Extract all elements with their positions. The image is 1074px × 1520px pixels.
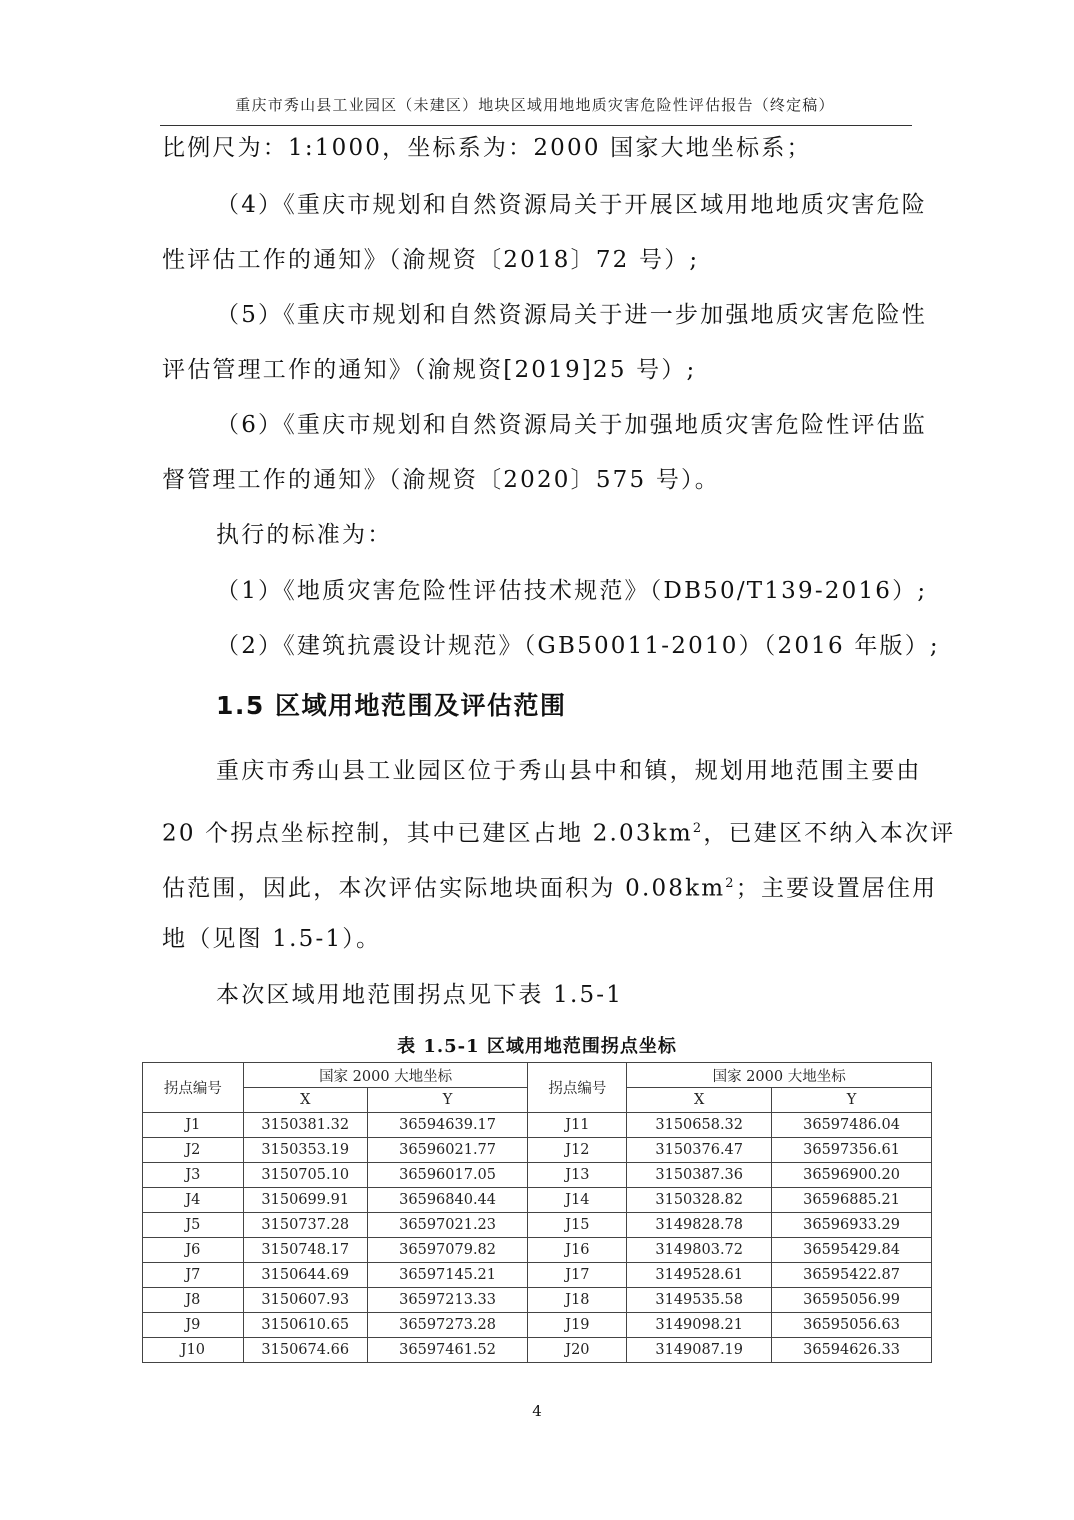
table-cell: 3150387.36 (627, 1163, 772, 1188)
table-cell: 36596933.29 (772, 1213, 932, 1238)
header-y: Y (772, 1088, 932, 1113)
table-cell: J4 (143, 1188, 244, 1213)
table-cell: 3150658.32 (627, 1113, 772, 1138)
coordinate-table (142, 1062, 932, 1363)
table-cell: 36596017.05 (367, 1163, 528, 1188)
table-cell: 3150607.93 (243, 1288, 367, 1313)
table-cell: J12 (528, 1138, 627, 1163)
table-cell: J15 (528, 1213, 627, 1238)
paragraph-standard-2: （2）《建筑抗震设计规范》（GB50011-2010）（2016 年版）; (216, 633, 940, 659)
table-cell: 36594626.33 (772, 1338, 932, 1363)
table-cell: 3150353.19 (243, 1138, 367, 1163)
table-cell: 36597145.21 (367, 1263, 528, 1288)
superscript-2: 2 (725, 876, 736, 891)
table-cell: 36595056.99 (772, 1288, 932, 1313)
table-caption: 表 1.5-1 区域用地范围拐点坐标 (397, 1036, 677, 1057)
table-row (143, 1238, 932, 1263)
table-cell: J1 (143, 1113, 244, 1138)
body-line-3 (162, 856, 938, 917)
table-cell: 36595429.84 (772, 1238, 932, 1263)
body-line-1: 重庆市秀山县工业园区位于秀山县中和镇，规划用地范围主要由 (216, 758, 922, 784)
body-line-2-a: 20 个拐点坐标控制，其中已建区占地 2.03km (162, 820, 693, 847)
table-cell: J7 (143, 1263, 244, 1288)
header-x: X (243, 1088, 367, 1113)
table-row (143, 1188, 932, 1213)
table-cell: J14 (528, 1188, 627, 1213)
paragraph-standards-intro: 执行的标准为： (216, 522, 393, 548)
table-cell: J10 (143, 1338, 244, 1363)
table-cell: J8 (143, 1288, 244, 1313)
table-cell: 36597213.33 (367, 1288, 528, 1313)
table-cell: 36595056.63 (772, 1313, 932, 1338)
table-cell: 3150328.82 (627, 1188, 772, 1213)
paragraph-scale: 比例尺为：1:1000，坐标系为：2000 国家大地坐标系； (162, 135, 812, 161)
paragraph-item-5-cont: 评估管理工作的通知》（渝规资[2019]25 号）; (162, 357, 697, 383)
superscript-2: 2 (692, 821, 704, 836)
paragraph-item-4: （4）《重庆市规划和自然资源局关于开展区域用地地质灾害危险 (216, 192, 927, 218)
table-cell: 3150674.66 (243, 1338, 367, 1363)
table-cell: J17 (528, 1263, 627, 1288)
body-line-3-a: 估范围，因此，本次评估实际地块面积为 0.08km (162, 875, 726, 902)
paragraph-standard-1: （1）《地质灾害危险性评估技术规范》（DB50/T139-2016）; (216, 578, 928, 604)
table-cell: J20 (528, 1338, 627, 1363)
table-cell: 3150376.47 (627, 1138, 772, 1163)
table-cell: 3149098.21 (627, 1313, 772, 1338)
body-line-2 (162, 801, 956, 862)
table-cell: 36596900.20 (772, 1163, 932, 1188)
table-cell: 36597356.61 (772, 1138, 932, 1163)
paragraph-item-6: （6）《重庆市规划和自然资源局关于加强地质灾害危险性评估监 (216, 412, 927, 438)
header-point-no: 拐点编号 (528, 1063, 627, 1113)
table-row (143, 1163, 932, 1188)
table-row (143, 1288, 932, 1313)
header-point-no: 拐点编号 (143, 1063, 244, 1113)
table-cell: 3150748.17 (243, 1238, 367, 1263)
header-coordinate-group: 国家 2000 大地坐标 (243, 1063, 528, 1088)
table-cell: 36596021.77 (367, 1138, 528, 1163)
table-cell: 36596840.44 (367, 1188, 528, 1213)
table-cell: 3150737.28 (243, 1213, 367, 1238)
paragraph-item-5: （5）《重庆市规划和自然资源局关于进一步加强地质灾害危险性 (216, 302, 927, 328)
table-cell: J11 (528, 1113, 627, 1138)
table-cell: 3150381.32 (243, 1113, 367, 1138)
table-cell: 3149535.58 (627, 1288, 772, 1313)
table-cell: 3149528.61 (627, 1263, 772, 1288)
table-row (143, 1313, 932, 1338)
table-cell: 3150705.10 (243, 1163, 367, 1188)
table-row (143, 1338, 932, 1363)
table-cell: 3150699.91 (243, 1188, 367, 1213)
table-cell: J16 (528, 1238, 627, 1263)
paragraph-item-4-cont: 性评估工作的通知》（渝规资〔2018〕72 号）; (162, 247, 700, 273)
table-cell: 3150610.65 (243, 1313, 367, 1338)
table-cell: 36597079.82 (367, 1238, 528, 1263)
table-cell: 36597273.28 (367, 1313, 528, 1338)
table-cell: J2 (143, 1138, 244, 1163)
section-heading: 1.5 区域用地范围及评估范围 (216, 691, 567, 720)
table-cell: 3149087.19 (627, 1338, 772, 1363)
table-row (143, 1263, 932, 1288)
table-cell: 36597486.04 (772, 1113, 932, 1138)
table-cell: 3149828.78 (627, 1213, 772, 1238)
table-cell: J19 (528, 1313, 627, 1338)
paragraph-item-6-cont: 督管理工作的通知》（渝规资〔2020〕575 号）。 (162, 467, 720, 493)
table-cell: 36595422.87 (772, 1263, 932, 1288)
table-cell: J5 (143, 1213, 244, 1238)
table-row (143, 1138, 932, 1163)
table-cell: J13 (528, 1163, 627, 1188)
table-row (143, 1213, 932, 1238)
table-cell: J9 (143, 1313, 244, 1338)
table-cell: 3149803.72 (627, 1238, 772, 1263)
table-cell: 3150644.69 (243, 1263, 367, 1288)
header-y: Y (367, 1088, 528, 1113)
body-line-2-b: ，已建区不纳入本次评 (703, 820, 956, 847)
table-cell: J6 (143, 1238, 244, 1263)
body-line-4: 地（见图 1.5-1）。 (162, 926, 382, 952)
header-x: X (627, 1088, 772, 1113)
table-cell: J3 (143, 1163, 244, 1188)
table-cell: 36594639.17 (367, 1113, 528, 1138)
running-header: 重庆市秀山县工业园区（未建区）地块区域用地地质灾害危险性评估报告（终定稿） (235, 96, 835, 114)
table-cell: 36596885.21 (772, 1188, 932, 1213)
table-row (143, 1113, 932, 1138)
body-line-3-b: ；主要设置居住用 (735, 875, 938, 902)
table-cell: 36597021.23 (367, 1213, 528, 1238)
header-coordinate-group: 国家 2000 大地坐标 (627, 1063, 932, 1088)
body-line-5: 本次区域用地范围拐点见下表 1.5-1 (216, 982, 624, 1008)
page-number: 4 (532, 1402, 542, 1420)
table-cell: 36597461.52 (367, 1338, 528, 1363)
table-cell: J18 (528, 1288, 627, 1313)
